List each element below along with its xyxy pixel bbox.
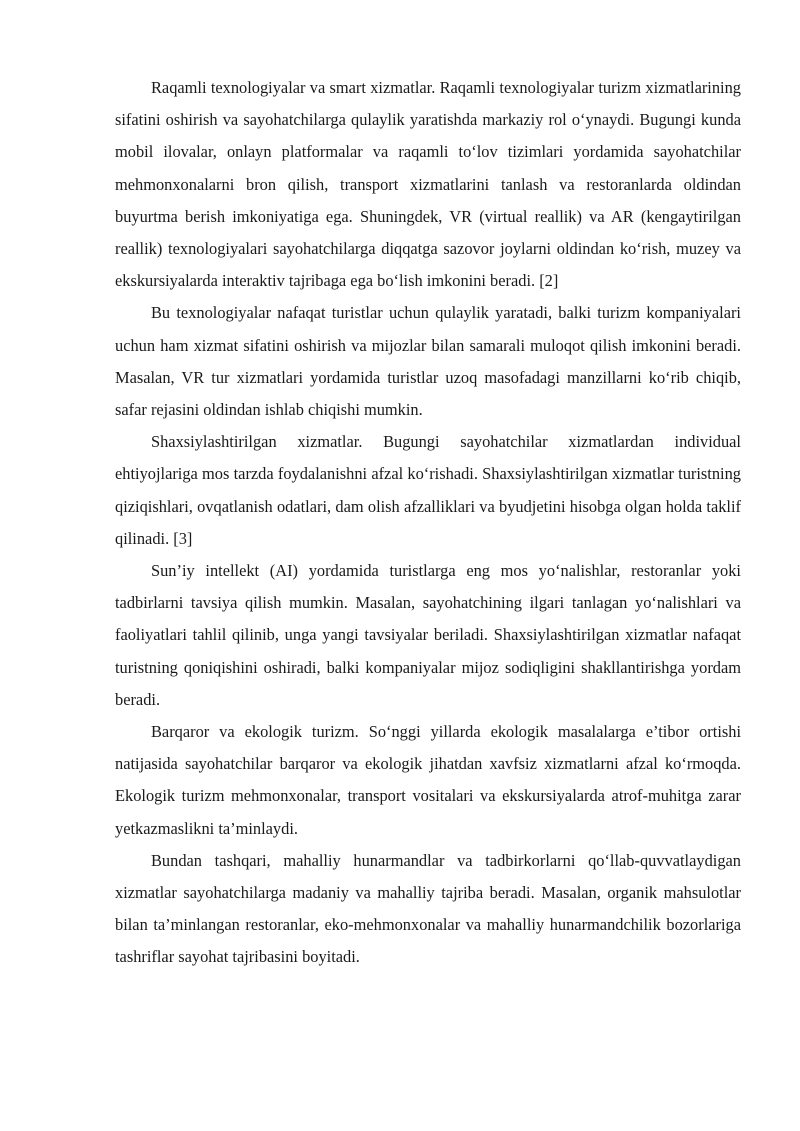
paragraph-local-artisans: Bundan tashqari, mahalliy hunarmandlar va tadbirkorlarni qo‘llab-quvvatlaydigan xizmatlar sayohatchilarga madaniy va mahalliy tajriba beradi. Masalan, organik mahsulotlar bilan ta’minlangan restoranlar, eko-mehmonxonalar va mahalliy hunarmandchilik bozorlariga tashriflar sayohat tajribasini boyitadi. [115,850,741,967]
paragraph-digital-technologies: Raqamli texnologiyalar va smart xizmatlar. Raqamli texnologiyalar turizm xizmatlarining sifatini oshirish va sayohatchilarga qulaylik yaratishda markaziy rol o‘ynaydi. Bugungi kunda mobil ilovalar, onlayn platformalar va raqamli to‘lov tizimlari yordamida sayohatchilar mehmonxonalarni bron qilish, transport xizmatlarini tanlash va restoranlarda oldindan buyurtma berish imkoniyatiga ega. Shuningdek, VR (virtual reallik) va AR (kengaytirilgan reallik) texnologiyalari sayohatchilarga diqqatga sazovor joylarni oldindan ko‘rish, muzey va ekskursiyalarda interaktiv tajribaga ega bo‘lish imkonini beradi. [2] [115,78,741,291]
document-page [115,72,741,974]
paragraph-artificial-intelligence: Sun’iy intellekt (AI) yordamida turistlarga eng mos yo‘nalishlar, restoranlar yoki tadbirlarni tavsiya qilish mumkin. Masalan, sayohatchining ilgari tanlagan yo‘nalishlari va faoliyatlari tahlil qilinib, unga yangi tavsiyalar beriladi. Shaxsiylashtirilgan xizmatlar nafaqat turistning qoniqishini oshiradi, balki kompaniyalar mijoz sodiqligini shakllantirishga yordam beradi. [115,561,741,709]
paragraph-personalized-services: Shaxsiylashtirilgan xizmatlar. Bugungi sayohatchilar xizmatlardan individual ehtiyojlariga mos tarzda foydalanishni afzal ko‘rishadi. Shaxsiylashtirilgan xizmatlar turistning qiziqishlari, ovqatlanish odatlari, dam olish afzalliklari va byudjetini hisobga olgan holda taklif qilinadi. [3] [115,432,741,548]
paragraph-sustainable-tourism: Barqaror va ekologik turizm. So‘nggi yillarda ekologik masalalarga e’tibor ortishi natijasida sayohatchilar barqaror va ekologik jihatdan xavfsiz xizmatlarni afzal ko‘rmoqda. Ekologik turizm mehmonxonalar, transport vositalari va ekskursiyalarda atrof-muhitga zarar yetkazmaslikni ta’minlaydi. [115,722,741,838]
paragraph-vr-tours: Bu texnologiyalar nafaqat turistlar uchun qulaylik yaratadi, balki turizm kompaniyalari uchun ham xizmat sifatini oshirish va mijozlar bilan samarali muloqot qilish imkonini beradi. Masalan, VR tur xizmatlari yordamida turistlar uzoq masofadagi manzillarni ko‘rib chiqib, safar rejasini oldindan ishlab chiqishi mumkin. [115,303,741,420]
